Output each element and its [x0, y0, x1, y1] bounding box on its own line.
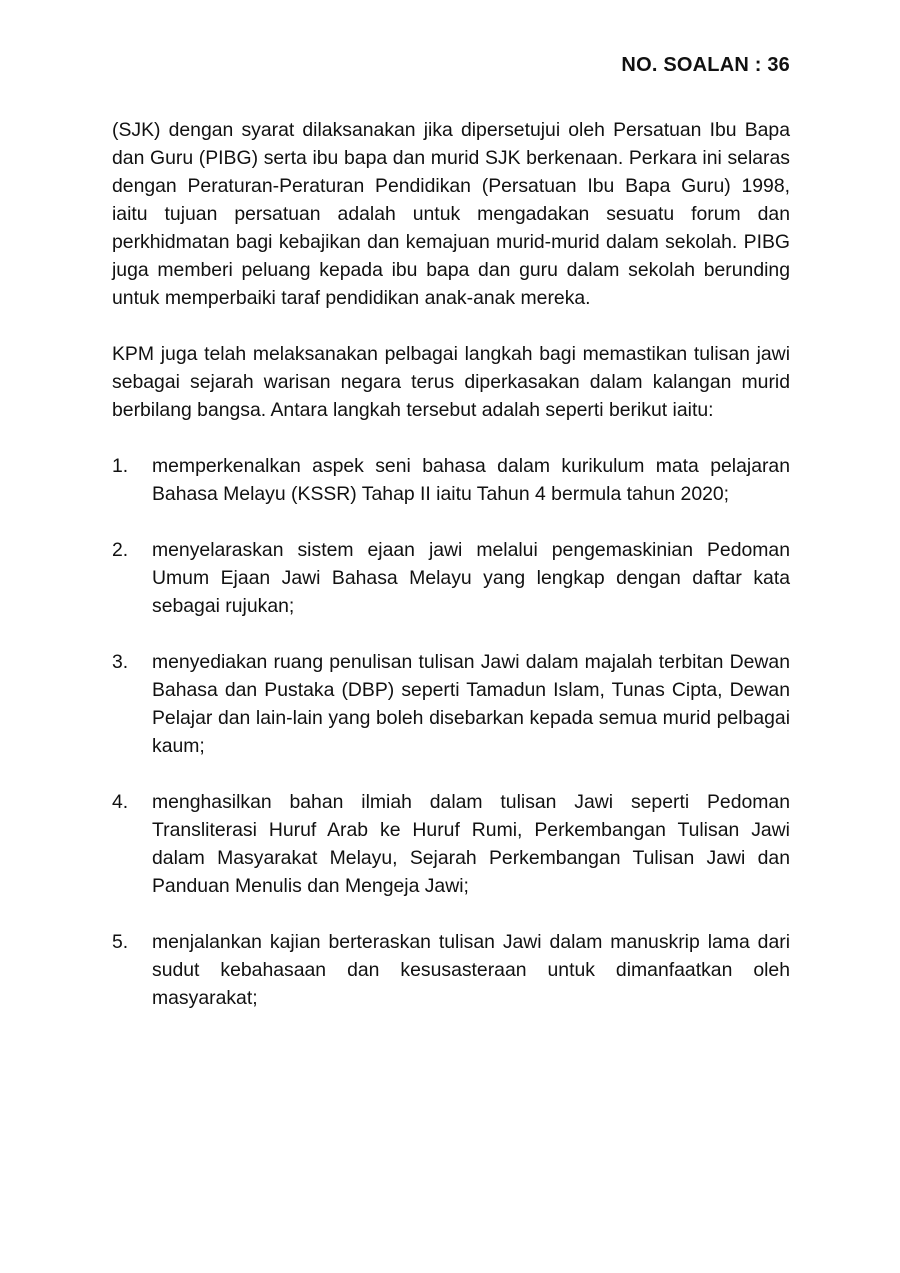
list-item-text: menghasilkan bahan ilmiah dalam tulisan Jawi seperti Pedoman Transliterasi Huruf Arab ke Huruf Rumi, Perkembangan Tulisan Jawi dalam Masyarakat Melayu, Sejarah Perkembangan Tulisan Jawi dan Panduan Menulis dan Mengeja Jawi; — [152, 791, 790, 897]
list-item-number: 5. — [112, 931, 129, 953]
list-item-number: 4. — [112, 791, 129, 813]
list-item-text: menjalankan kajian berteraskan tulisan Jawi dalam manuskrip lama dari sudut kebahasaan dan kesusasteraan untuk dimanfaatkan oleh masyarakat; — [152, 931, 790, 1009]
list-item-text: memperkenalkan aspek seni bahasa dalam kurikulum mata pelajaran Bahasa Melayu (KSSR) Tahap II iaitu Tahun 4 bermula tahun 2020; — [152, 455, 790, 505]
measures-list — [112, 452, 790, 1012]
list-item — [112, 536, 790, 620]
list-item — [112, 648, 790, 760]
list-item — [112, 928, 790, 1012]
list-item-text: menyediakan ruang penulisan tulisan Jawi dalam majalah terbitan Dewan Bahasa dan Pustaka (DBP) seperti Tamadun Islam, Tunas Cipta, Dewan Pelajar dan lain-lain yang boleh disebarkan kepada semua murid pelbagai kaum; — [152, 651, 790, 757]
list-item — [112, 452, 790, 508]
list-item-number: 3. — [112, 651, 129, 673]
list-item-number: 1. — [112, 455, 129, 477]
paragraph: (SJK) dengan syarat dilaksanakan jika dipersetujui oleh Persatuan Ibu Bapa dan Guru (PIBG) serta ibu bapa dan murid SJK berkenaan. Perkara ini selaras dengan Peraturan-Peraturan Pendidikan (Persatuan Ibu Bapa Guru) 1998, iaitu tujuan persatuan adalah untuk mengadakan sesuatu forum dan perkhidmatan bagi kebajikan dan kemajuan murid-murid dalam sekolah. PIBG juga memberi peluang kepada ibu bapa dan guru dalam sekolah berunding untuk memperbaiki taraf pendidikan anak-anak mereka. — [112, 119, 790, 309]
paragraph: KPM juga telah melaksanakan pelbagai langkah bagi memastikan tulisan jawi sebagai sejarah warisan negara terus diperkasakan dalam kalangan murid berbilang bangsa. Antara langkah tersebut adalah seperti berikut iaitu: — [112, 343, 790, 421]
list-item-text: menyelaraskan sistem ejaan jawi melalui pengemaskinian Pedoman Umum Ejaan Jawi Bahasa Melayu yang lengkap dengan daftar kata sebagai rujukan; — [152, 539, 790, 617]
question-number: NO. SOALAN : 36 — [621, 54, 790, 76]
list-item — [112, 788, 790, 900]
list-item-number: 2. — [112, 539, 129, 561]
document-body — [112, 116, 790, 1040]
